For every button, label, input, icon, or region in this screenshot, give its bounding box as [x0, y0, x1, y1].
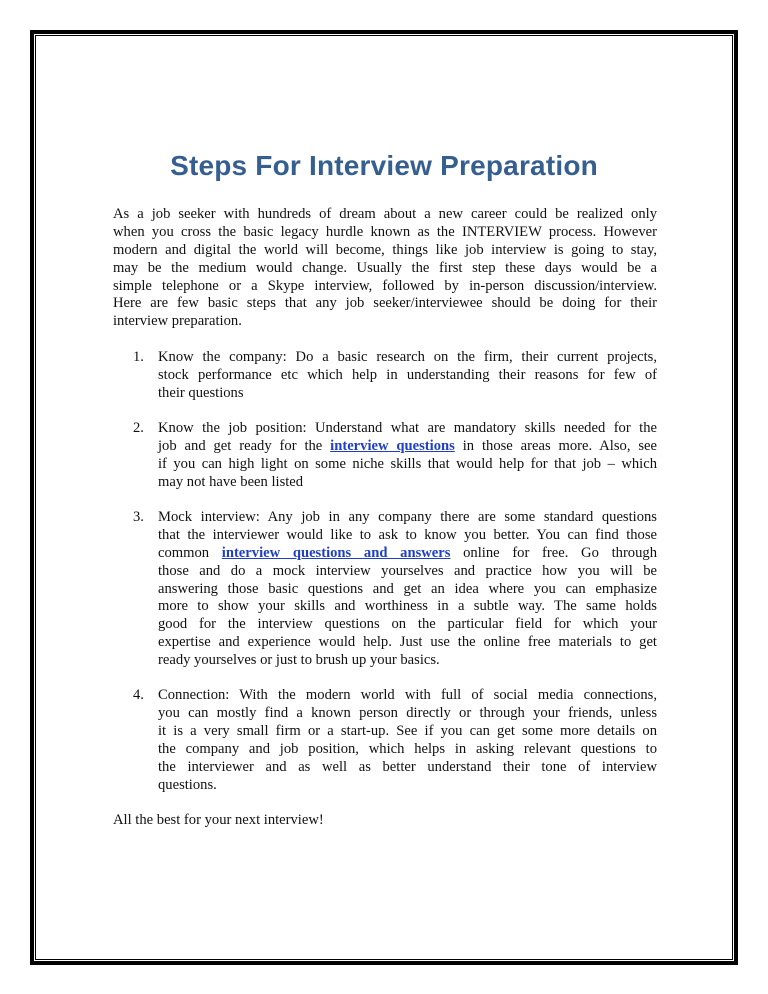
text-line: it is a very small firm or a start-up. See if you can get some more details on: [158, 723, 657, 740]
text-line: questions.: [158, 776, 217, 793]
text-line: [158, 438, 657, 456]
list-item: [113, 349, 657, 403]
text-segment: common: [158, 544, 222, 561]
list-number: 3.: [133, 508, 144, 525]
list-item: [113, 420, 657, 492]
text-line: As a job seeker with hundreds of dream about a new career could be realized only: [113, 206, 657, 222]
text-line: interview preparation.: [113, 313, 242, 330]
text-segment: job and get ready for the: [158, 437, 331, 454]
text-segment: online for free. Go through: [450, 544, 657, 561]
text-line: when you cross the basic legacy hurdle known as the INTERVIEW process. However: [113, 223, 657, 240]
text-line: may not have been listed: [158, 473, 304, 490]
intro-paragraph: [113, 206, 657, 331]
steps-list: [113, 349, 657, 795]
document-title: Steps For Interview Preparation: [170, 150, 598, 181]
text-line: Here are few basic steps that any job seeker/interviewee should be doing for their: [113, 295, 657, 312]
text-line: their questions: [158, 384, 244, 401]
text-line: ready yourselves or just to brush up your basics.: [158, 652, 440, 669]
list-item: [113, 687, 657, 794]
text-line: those and do a mock interview yourselves and practice how you will be: [158, 562, 657, 579]
text-line: Mock interview: Any job in any company there are some standard questions: [158, 508, 657, 525]
interview-questions-link[interactable]: interview questions: [330, 437, 455, 454]
text-line: you can mostly find a known person directly or through your friends, unless: [158, 705, 657, 722]
interview-questions-link[interactable]: interview questions and answers: [221, 544, 451, 561]
closing-line: All the best for your next interview!: [113, 812, 324, 829]
list-number: 1.: [133, 348, 144, 365]
text-line: the interviewer and as well as better understand their tone of interview: [158, 759, 657, 776]
text-line: stock performance etc which help in understanding their reasons for few of: [158, 366, 657, 383]
text-line: Connection: With the modern world with full of social media connections,: [158, 687, 657, 704]
text-line: the company and job position, which helps in asking relevant questions to: [158, 741, 657, 758]
text-line: Know the company: Do a basic research on the firm, their current projects,: [158, 348, 657, 365]
text-line: [158, 545, 657, 563]
text-line: simple telephone or a Skype interview, followed by in-person discussion/interview.: [113, 277, 657, 294]
text-line: more to show your skills and worthiness in a subtle way. The same holds: [158, 598, 657, 615]
text-line: modern and digital the world will become, things like job interview is going to stay,: [113, 241, 657, 258]
text-line: that the interviewer would like to ask to know you better. You can find those: [158, 526, 657, 543]
text-segment: in those areas more. Also, see: [454, 437, 657, 454]
list-number: 2.: [133, 419, 144, 436]
text-line: if you can high light on some niche skills that would help for that job – which: [158, 455, 657, 472]
list-item: [113, 509, 657, 670]
list-number: 4.: [133, 687, 144, 704]
text-line: good for the interview questions on the particular field for which your: [158, 616, 657, 633]
text-line: may be the medium would change. Usually the first step these days would be a: [113, 259, 657, 276]
text-line: expertise and experience would help. Just use the online free materials to get: [158, 634, 657, 651]
text-line: Know the job position: Understand what are mandatory skills needed for the: [158, 419, 657, 436]
document-body: [113, 206, 657, 830]
text-line: answering those basic questions and get an idea where you can emphasize: [158, 580, 657, 597]
